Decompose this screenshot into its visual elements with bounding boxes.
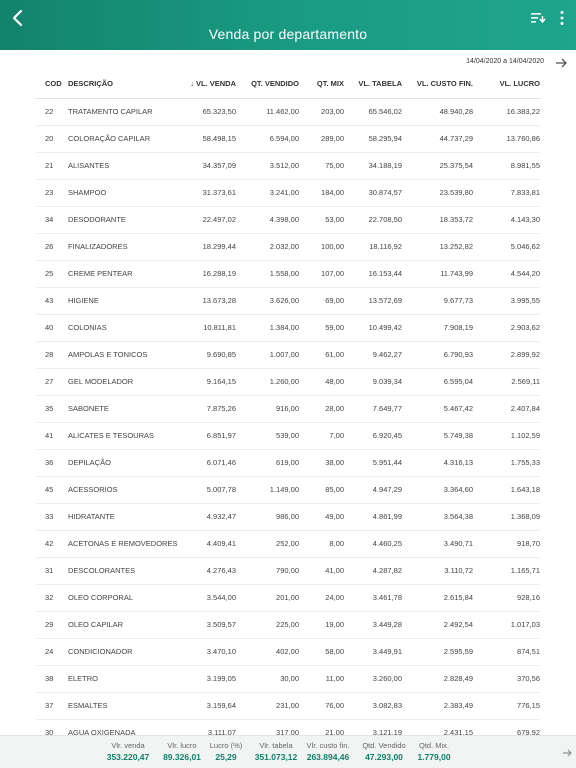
cell-cod: 41 <box>36 422 68 449</box>
cell-qt-vendido: 252,00 <box>236 530 299 557</box>
cell-descricao: DESODORANTE <box>68 206 174 233</box>
cell-qt-mix: 59,00 <box>299 314 344 341</box>
cell-descricao: COLORAÇÃO CAPILAR <box>68 125 174 152</box>
cell-qt-mix: 53,00 <box>299 206 344 233</box>
table-row[interactable] <box>36 287 540 314</box>
cell-vl-venda: 13.673,28 <box>174 287 236 314</box>
cell-cod: 36 <box>36 449 68 476</box>
cell-qt-mix: 203,00 <box>299 98 344 125</box>
cell-descricao: AGUA OXIGENADA <box>68 719 174 735</box>
cell-qt-mix: 69,00 <box>299 287 344 314</box>
cell-descricao: CONDICIONADOR <box>68 638 174 665</box>
table-row[interactable] <box>36 611 540 638</box>
table-row[interactable] <box>36 476 540 503</box>
cell-vl-lucro: 928,16 <box>473 584 540 611</box>
cell-vl-lucro: 2.903,62 <box>473 314 540 341</box>
cell-qt-vendido: 3.241,00 <box>236 179 299 206</box>
cell-vl-lucro: 4.544,20 <box>473 260 540 287</box>
cell-vl-tabela: 9.462,27 <box>344 341 402 368</box>
table-row[interactable] <box>36 179 540 206</box>
period-label: 14/04/2020 a 14/04/2020 <box>466 58 544 65</box>
cell-vl-custo-fin: 2.828,49 <box>402 665 473 692</box>
cell-vl-custo-fin: 3.564,38 <box>402 503 473 530</box>
cell-vl-tabela: 3.260,00 <box>344 665 402 692</box>
cell-cod: 33 <box>36 503 68 530</box>
cell-vl-custo-fin: 2.431,15 <box>402 719 473 735</box>
cell-qt-mix: 107,00 <box>299 260 344 287</box>
cell-qt-vendido: 1.007,00 <box>236 341 299 368</box>
cell-vl-tabela: 3.121,19 <box>344 719 402 735</box>
cell-vl-venda: 3.544,00 <box>174 584 236 611</box>
cell-qt-mix: 100,00 <box>299 233 344 260</box>
table-row[interactable] <box>36 638 540 665</box>
cell-vl-lucro: 16.383,22 <box>473 98 540 125</box>
cell-vl-lucro: 7.833,81 <box>473 179 540 206</box>
cell-cod: 40 <box>36 314 68 341</box>
table-row[interactable] <box>36 530 540 557</box>
col-header-vl-tabela[interactable]: VL. TABELA <box>344 70 402 98</box>
period-row <box>0 55 576 71</box>
table-row[interactable] <box>36 719 540 735</box>
cell-vl-custo-fin: 3.364,60 <box>402 476 473 503</box>
cell-cod: 32 <box>36 584 68 611</box>
cell-cod: 25 <box>36 260 68 287</box>
cell-vl-custo-fin: 2.492,54 <box>402 611 473 638</box>
cell-qt-vendido: 317,00 <box>236 719 299 735</box>
cell-vl-tabela: 16.153,44 <box>344 260 402 287</box>
cell-descricao: DESCOLORANTES <box>68 557 174 584</box>
cell-descricao: GEL MODELADOR <box>68 368 174 395</box>
table-row[interactable] <box>36 260 540 287</box>
total-label: Qtd. Vendido <box>362 741 406 750</box>
cell-descricao: SHAMPOO <box>68 179 174 206</box>
table-row[interactable] <box>36 665 540 692</box>
cell-vl-lucro: 2.407,84 <box>473 395 540 422</box>
cell-qt-mix: 28,00 <box>299 395 344 422</box>
cell-qt-vendido: 2.032,00 <box>236 233 299 260</box>
cell-cod: 24 <box>36 638 68 665</box>
total-value: 353.220,47 <box>106 752 150 762</box>
cell-cod: 34 <box>36 206 68 233</box>
total-item <box>98 741 158 762</box>
cell-descricao: OLEO CORPORAL <box>68 584 174 611</box>
arrow-right-icon[interactable] <box>562 748 572 758</box>
cell-vl-custo-fin: 18.353,72 <box>402 206 473 233</box>
cell-cod: 35 <box>36 395 68 422</box>
cell-vl-custo-fin: 2.383,49 <box>402 692 473 719</box>
cell-vl-venda: 3.111,07 <box>174 719 236 735</box>
table-row[interactable] <box>36 395 540 422</box>
col-header-qt-mix[interactable]: QT. MIX <box>299 70 344 98</box>
cell-qt-mix: 58,00 <box>299 638 344 665</box>
cell-vl-venda: 3.159,64 <box>174 692 236 719</box>
cell-descricao: ACETONAS E REMOVEDORES <box>68 530 174 557</box>
cell-qt-mix: 289,00 <box>299 125 344 152</box>
cell-vl-lucro: 1.755,33 <box>473 449 540 476</box>
cell-descricao: FINALIZADORES <box>68 233 174 260</box>
cell-vl-lucro: 370,56 <box>473 665 540 692</box>
cell-descricao: AMPOLAS E TONICOS <box>68 341 174 368</box>
cell-vl-tabela: 7.649,77 <box>344 395 402 422</box>
cell-vl-venda: 31.373,61 <box>174 179 236 206</box>
col-header-vl-custo-fin[interactable]: VL. CUSTO FIN. <box>402 70 473 98</box>
table-row[interactable] <box>36 125 540 152</box>
cell-descricao: COLONIAS <box>68 314 174 341</box>
table-row[interactable] <box>36 314 540 341</box>
cell-vl-venda: 9.690,85 <box>174 341 236 368</box>
cell-vl-tabela: 58.295,94 <box>344 125 402 152</box>
table-row[interactable] <box>36 584 540 611</box>
cell-vl-venda: 65.323,50 <box>174 98 236 125</box>
cell-cod: 22 <box>36 98 68 125</box>
total-item <box>298 741 358 762</box>
cell-vl-venda: 4.276,43 <box>174 557 236 584</box>
cell-descricao: ESMALTES <box>68 692 174 719</box>
col-header-vl-lucro[interactable]: VL. LUCRO <box>473 70 540 98</box>
cell-cod: 21 <box>36 152 68 179</box>
cell-qt-mix: 21,00 <box>299 719 344 735</box>
cell-vl-custo-fin: 23.539,80 <box>402 179 473 206</box>
table-row[interactable] <box>36 368 540 395</box>
cell-vl-venda: 9.164,15 <box>174 368 236 395</box>
table-body <box>36 98 540 735</box>
cell-qt-mix: 76,00 <box>299 692 344 719</box>
cell-vl-venda: 58.498,15 <box>174 125 236 152</box>
col-header-vl-venda[interactable] <box>174 70 236 98</box>
total-label: Lucro (%) <box>209 741 243 750</box>
cell-vl-custo-fin: 2.615,84 <box>402 584 473 611</box>
cell-vl-lucro: 918,70 <box>473 530 540 557</box>
cell-vl-tabela: 65.546,02 <box>344 98 402 125</box>
cell-qt-vendido: 6.594,00 <box>236 125 299 152</box>
cell-vl-lucro: 8.981,55 <box>473 152 540 179</box>
cell-vl-lucro: 874,51 <box>473 638 540 665</box>
cell-vl-tabela: 6.920,45 <box>344 422 402 449</box>
table-row[interactable] <box>36 233 540 260</box>
cell-vl-custo-fin: 3.490,71 <box>402 530 473 557</box>
cell-qt-vendido: 1.384,00 <box>236 314 299 341</box>
cell-descricao: ELETRO <box>68 665 174 692</box>
department-sales-table[interactable] <box>36 70 540 735</box>
cell-vl-venda: 3.470,10 <box>174 638 236 665</box>
cell-vl-lucro: 4.143,30 <box>473 206 540 233</box>
cell-vl-lucro: 679,92 <box>473 719 540 735</box>
cell-qt-vendido: 231,00 <box>236 692 299 719</box>
col-header-qt-vendido[interactable]: QT. VENDIDO <box>236 70 299 98</box>
cell-qt-mix: 8,00 <box>299 530 344 557</box>
arrow-right-icon[interactable] <box>554 57 568 69</box>
cell-vl-custo-fin: 44.737,29 <box>402 125 473 152</box>
total-item <box>404 741 464 762</box>
cell-vl-lucro: 1.165,71 <box>473 557 540 584</box>
cell-vl-venda: 18.299,44 <box>174 233 236 260</box>
cell-vl-lucro: 2.899,92 <box>473 341 540 368</box>
cell-descricao: DEPILAÇÃO <box>68 449 174 476</box>
cell-vl-venda: 7.875,26 <box>174 395 236 422</box>
table-row[interactable] <box>36 341 540 368</box>
cell-vl-custo-fin: 13.252,82 <box>402 233 473 260</box>
cell-vl-custo-fin: 6.790,93 <box>402 341 473 368</box>
total-item <box>246 741 306 762</box>
total-value: 25,29 <box>215 752 237 762</box>
cell-vl-lucro: 1.102,59 <box>473 422 540 449</box>
table-row[interactable] <box>36 449 540 476</box>
cell-cod: 37 <box>36 692 68 719</box>
cell-vl-custo-fin: 2.595,59 <box>402 638 473 665</box>
cell-qt-mix: 48,00 <box>299 368 344 395</box>
cell-vl-custo-fin: 6.595,04 <box>402 368 473 395</box>
cell-qt-vendido: 539,00 <box>236 422 299 449</box>
table-row[interactable] <box>36 152 540 179</box>
total-value: 263.894,46 <box>306 752 350 762</box>
cell-cod: 23 <box>36 179 68 206</box>
cell-vl-tabela: 34.188,19 <box>344 152 402 179</box>
cell-qt-vendido: 30,00 <box>236 665 299 692</box>
cell-descricao: SABONETE <box>68 395 174 422</box>
cell-descricao: ALISANTES <box>68 152 174 179</box>
cell-cod: 45 <box>36 476 68 503</box>
cell-vl-custo-fin: 7.908,19 <box>402 314 473 341</box>
cell-vl-tabela: 3.082,83 <box>344 692 402 719</box>
table-row[interactable] <box>36 557 540 584</box>
cell-qt-vendido: 790,00 <box>236 557 299 584</box>
total-value: 89.326,01 <box>163 752 201 762</box>
cell-vl-lucro: 1.368,09 <box>473 503 540 530</box>
cell-qt-mix: 41,00 <box>299 557 344 584</box>
cell-vl-custo-fin: 5.749,38 <box>402 422 473 449</box>
cell-qt-mix: 85,00 <box>299 476 344 503</box>
cell-qt-vendido: 619,00 <box>236 449 299 476</box>
cell-vl-tabela: 9.039,34 <box>344 368 402 395</box>
cell-qt-mix: 11,00 <box>299 665 344 692</box>
cell-descricao: HIGIENE <box>68 287 174 314</box>
table-row[interactable] <box>36 98 540 125</box>
cell-vl-venda: 4.409,41 <box>174 530 236 557</box>
cell-qt-mix: 7,00 <box>299 422 344 449</box>
cell-qt-vendido: 916,00 <box>236 395 299 422</box>
cell-vl-tabela: 5.951,44 <box>344 449 402 476</box>
cell-vl-venda: 6.851,97 <box>174 422 236 449</box>
cell-qt-vendido: 225,00 <box>236 611 299 638</box>
cell-qt-mix: 19,00 <box>299 611 344 638</box>
cell-qt-vendido: 3.512,00 <box>236 152 299 179</box>
cell-descricao: ACESSORIOS <box>68 476 174 503</box>
cell-vl-custo-fin: 11.743,99 <box>402 260 473 287</box>
cell-cod: 30 <box>36 719 68 735</box>
cell-vl-custo-fin: 25.375,54 <box>402 152 473 179</box>
cell-qt-vendido: 1.260,00 <box>236 368 299 395</box>
cell-descricao: OLEO CAPILAR <box>68 611 174 638</box>
cell-vl-tabela: 4.947,29 <box>344 476 402 503</box>
cell-vl-lucro: 5.046,62 <box>473 233 540 260</box>
cell-vl-lucro: 13.760,86 <box>473 125 540 152</box>
cell-qt-mix: 184,00 <box>299 179 344 206</box>
cell-qt-mix: 24,00 <box>299 584 344 611</box>
cell-cod: 31 <box>36 557 68 584</box>
cell-descricao: ALICATES E TESOURAS <box>68 422 174 449</box>
cell-cod: 20 <box>36 125 68 152</box>
total-label: Vlr. lucro <box>167 741 197 750</box>
cell-cod: 38 <box>36 665 68 692</box>
cell-vl-tabela: 4.861,99 <box>344 503 402 530</box>
cell-vl-venda: 16.288,19 <box>174 260 236 287</box>
total-label: Vlr. tabela <box>259 741 293 750</box>
cell-vl-tabela: 13.572,69 <box>344 287 402 314</box>
cell-cod: 28 <box>36 341 68 368</box>
sort-down-icon: ↓ <box>190 79 194 89</box>
cell-vl-venda: 4.932,47 <box>174 503 236 530</box>
cell-vl-tabela: 3.461,78 <box>344 584 402 611</box>
cell-descricao: TRATAMENTO CAPILAR <box>68 98 174 125</box>
cell-vl-venda: 22.497,02 <box>174 206 236 233</box>
cell-cod: 27 <box>36 368 68 395</box>
cell-vl-tabela: 3.449,91 <box>344 638 402 665</box>
table-row[interactable] <box>36 422 540 449</box>
cell-vl-lucro: 2.569,11 <box>473 368 540 395</box>
cell-cod: 42 <box>36 530 68 557</box>
col-header-vl-venda-label: VL. VENDA <box>195 79 236 89</box>
cell-qt-mix: 38,00 <box>299 449 344 476</box>
more-vert-icon[interactable] <box>556 9 568 27</box>
col-header-descricao[interactable]: DESCRIÇÃO <box>68 70 174 98</box>
cell-cod: 26 <box>36 233 68 260</box>
cell-vl-tabela: 22.708,50 <box>344 206 402 233</box>
totals-bar <box>0 735 576 768</box>
total-label: Vlr. custo fin. <box>306 741 350 750</box>
table-row[interactable] <box>36 503 540 530</box>
page-title: Venda por departamento <box>208 26 368 42</box>
cell-vl-venda: 5.007,78 <box>174 476 236 503</box>
cell-vl-tabela: 3.449,28 <box>344 611 402 638</box>
cell-vl-custo-fin: 3.110,72 <box>402 557 473 584</box>
table-header-row <box>36 70 540 98</box>
cell-qt-vendido: 3.626,00 <box>236 287 299 314</box>
cell-qt-mix: 75,00 <box>299 152 344 179</box>
filter-list-icon[interactable] <box>530 10 546 26</box>
cell-qt-vendido: 4.398,00 <box>236 206 299 233</box>
cell-vl-venda: 6.071,46 <box>174 449 236 476</box>
total-value: 1.779,00 <box>417 752 451 762</box>
cell-vl-lucro: 1.643,18 <box>473 476 540 503</box>
cell-vl-venda: 3.509,57 <box>174 611 236 638</box>
cell-vl-lucro: 776,15 <box>473 692 540 719</box>
cell-qt-vendido: 1.558,00 <box>236 260 299 287</box>
app-bar <box>0 0 576 50</box>
cell-qt-vendido: 11.462,00 <box>236 98 299 125</box>
cell-descricao: HIDRATANTE <box>68 503 174 530</box>
cell-qt-vendido: 1.149,00 <box>236 476 299 503</box>
cell-qt-vendido: 986,00 <box>236 503 299 530</box>
cell-qt-mix: 49,00 <box>299 503 344 530</box>
cell-qt-mix: 61,00 <box>299 341 344 368</box>
cell-vl-venda: 10.811,81 <box>174 314 236 341</box>
cell-vl-custo-fin: 48.940,28 <box>402 98 473 125</box>
cell-vl-lucro: 3.995,55 <box>473 287 540 314</box>
cell-qt-vendido: 402,00 <box>236 638 299 665</box>
total-value: 47.293,00 <box>365 752 403 762</box>
cell-vl-custo-fin: 4.316,13 <box>402 449 473 476</box>
cell-cod: 29 <box>36 611 68 638</box>
cell-vl-tabela: 18.116,92 <box>344 233 402 260</box>
cell-vl-lucro: 1.017,03 <box>473 611 540 638</box>
total-label: Qtd. Mix. <box>418 741 449 750</box>
cell-vl-venda: 3.199,05 <box>174 665 236 692</box>
cell-vl-tabela: 10.499,42 <box>344 314 402 341</box>
total-label: Vlr. venda <box>111 741 145 750</box>
cell-descricao: CREME PENTEAR <box>68 260 174 287</box>
cell-vl-tabela: 30.874,57 <box>344 179 402 206</box>
table-row[interactable] <box>36 692 540 719</box>
cell-cod: 43 <box>36 287 68 314</box>
table-row[interactable] <box>36 206 540 233</box>
total-value: 351.073,12 <box>254 752 298 762</box>
cell-vl-custo-fin: 9.677,73 <box>402 287 473 314</box>
back-arrow-icon[interactable] <box>8 8 28 28</box>
cell-vl-tabela: 4.460,25 <box>344 530 402 557</box>
cell-vl-tabela: 4.287,82 <box>344 557 402 584</box>
cell-qt-vendido: 201,00 <box>236 584 299 611</box>
cell-vl-venda: 34.357,09 <box>174 152 236 179</box>
cell-vl-custo-fin: 5.467,42 <box>402 395 473 422</box>
col-header-cod[interactable]: COD <box>36 70 68 98</box>
